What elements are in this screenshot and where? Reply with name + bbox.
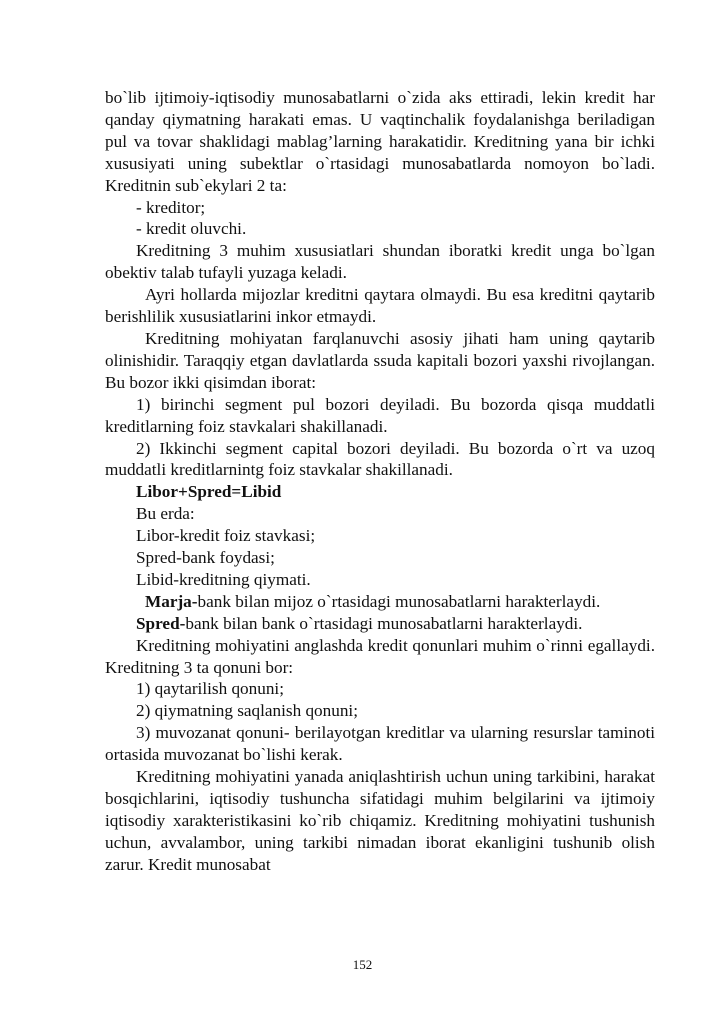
paragraph-spred bbox=[105, 613, 655, 635]
law-three: 3) muvozanat qonuni- berilayotgan kreditlar va ularning resurslar taminoti ortasida muvozanat bo`lishi kerak. bbox=[105, 723, 655, 765]
page-body bbox=[105, 87, 655, 876]
term-spred: Spred- bbox=[136, 613, 186, 633]
list-item-kredit-oluvchi: - kredit oluvchi. bbox=[136, 219, 247, 239]
law-two: 2) qiymatning saqlanish qonuni; bbox=[136, 701, 358, 721]
paragraph-three-properties: Kreditning 3 muhim xususiatlari shundan iboratki kredit unga bo`lgan obektiv talab tufayli yuzaga keladi. bbox=[105, 241, 655, 283]
paragraph-structure: Kreditning mohiyatini yanada aniqlashtirish uchun uning tarkibini, harakat bosqichlarini, iqtisodiy tushuncha sifatidagi muhim belgilarini va ijtimoiy iqtisodiy xarakteristikasini ko`rib chiqamiz. Kreditning mohiyatini tushunish uchun, avvalambor, uning tarkibi nimadan iborat ekanligini tushunib olish zarur. Kredit munosabat bbox=[105, 767, 655, 874]
definition-libid: Libid-kreditning qiymati. bbox=[136, 569, 311, 589]
definition-libor: Libor-kredit foiz stavkasi; bbox=[136, 526, 316, 546]
page-number: 152 bbox=[352, 957, 373, 972]
marja-definition: bank bilan mijoz o`rtasidagi munosabatlarni harakterlaydi. bbox=[197, 591, 601, 611]
paragraph-intro: bo`lib ijtimoiy-iqtisodiy munosabatlarni o`zida aks ettiradi, lekin kredit har qanday qiymatning harakati emas. U vaqtinchalik foydalanishga beriladigan pul va tovar shaklidagi mablag’larning harakatidir. Kreditning yana bir ichki xususiyati uning subektlar o`rtasidagi munosabatlarda nomoyon bo`ladi. Kreditnin sub`ekylari 2 ta: bbox=[105, 88, 655, 195]
formula-libor: Libor+Spred=Libid bbox=[136, 482, 282, 502]
paragraph-segment-two: 2) Ikkinchi segment capital bozori deyiladi. Bu bozorda o`rt va uzoq muddatli kreditlarnintg foiz stavkalar shakillanadi. bbox=[105, 438, 655, 480]
paragraph-essence: Kreditning mohiyatan farqlanuvchi asosiy jihati ham uning qaytarib olinishidir. Taraqqiy etgan davlatlarda ssuda kapitali bozori yaxshi rivojlangan. Bu bozor ikki qisimdan iborat: bbox=[105, 328, 655, 392]
list-item-kreditor: - kreditor; bbox=[136, 197, 206, 217]
spred-definition: bank bilan bank o`rtasidagi munosabatlarni harakterlaydi. bbox=[185, 613, 583, 633]
paragraph-laws: Kreditning mohiyatini anglashda kredit qonunlari muhim o`rinni egallaydi. Kreditning 3 ta qonuni bor: bbox=[105, 635, 655, 677]
paragraph-return: Ayri hollarda mijozlar kreditni qaytara olmaydi. Bu esa kreditni qaytarib berishlilik xususiatlarini inkor etmaydi. bbox=[105, 285, 655, 327]
paragraph-marja bbox=[105, 591, 655, 613]
definitions-heading: Bu erda: bbox=[136, 504, 195, 524]
term-marja: Marja- bbox=[145, 591, 198, 611]
definition-spred: Spred-bank foydasi; bbox=[136, 548, 275, 568]
paragraph-segment-one: 1) birinchi segment pul bozori deyiladi. Bu bozorda qisqa muddatli kreditlarning foiz stavkalari shakillanadi. bbox=[105, 394, 655, 436]
law-one: 1) qaytarilish qonuni; bbox=[136, 679, 284, 699]
